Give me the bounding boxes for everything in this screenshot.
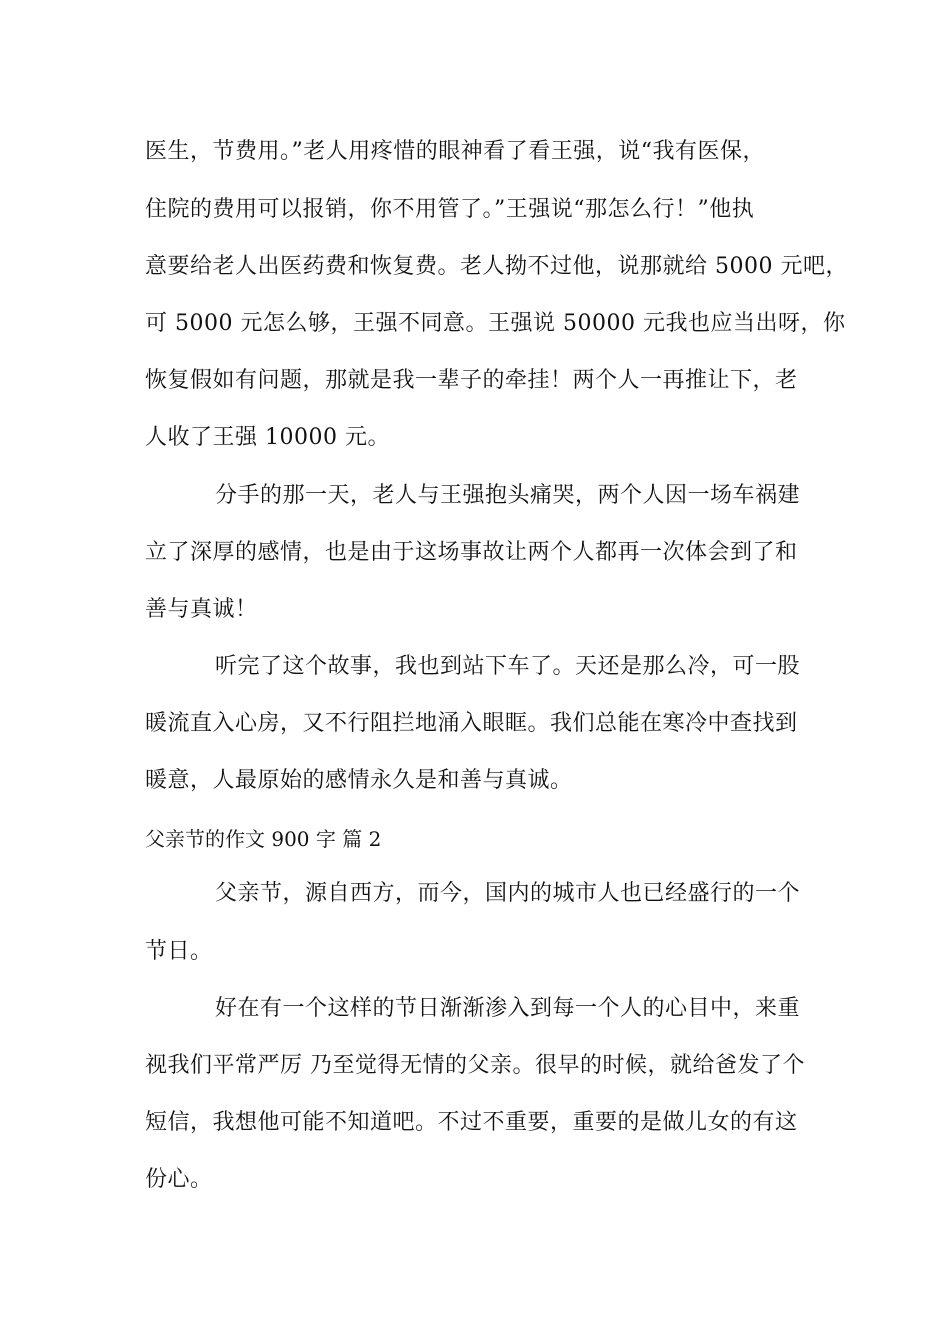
- paragraph-line: 视我们平常严厉 乃至觉得无情的父亲。很早的时候，就给爸发了个: [145, 1053, 805, 1078]
- paragraph-line: 住院的费用可以报销，你不用管了。”王强说“那怎么行！”他执: [145, 197, 755, 222]
- paragraph-line: 可 5000 元怎么够，王强不同意。王强说 50000 元我也应当出呀，你: [145, 311, 846, 336]
- paragraph-line: 善与真诚！: [145, 597, 258, 622]
- paragraph-line: 立了深厚的感情，也是由于这场事故让两个人都再一次体会到了和: [145, 540, 798, 565]
- paragraph-line: 意要给老人出医药费和恢复费。老人拗不过他，说那就给 5000 元吧，: [145, 254, 848, 279]
- paragraph-line: 短信，我想他可能不知道吧。不过不重要，重要的是做儿女的有这: [145, 1110, 798, 1135]
- paragraph-line: 听完了这个故事，我也到站下车了。天还是那么冷，可一股: [215, 654, 801, 679]
- paragraph-line: 暖意，人最原始的感情永久是和善与真诚。: [145, 768, 573, 793]
- paragraph-line: 父亲节，源自西方，而今，国内的城市人也已经盛行的一个: [215, 881, 801, 906]
- paragraph-line: 恢复假如有问题，那就是我一辈子的牵挂！两个人一再推让下，老: [145, 368, 798, 393]
- paragraph-line: 份心。: [145, 1167, 213, 1192]
- paragraph-line: 节日。: [145, 939, 213, 964]
- paragraph-line: 人收了王强 10000 元。: [145, 425, 390, 450]
- paragraph-line: 分手的那一天，老人与王强抱头痛哭，两个人因一场车祸建: [215, 483, 801, 508]
- paragraph-line: 好在有一个这样的节日渐渐渗入到每一个人的心目中，来重: [215, 996, 801, 1021]
- section-heading: 父亲节的作文 900 字 篇 2: [145, 827, 382, 851]
- paragraph-line: 暖流直入心房，又不行阻拦地涌入眼眶。我们总能在寒冷中查找到: [145, 711, 798, 736]
- paragraph-line: 医生，节费用。”老人用疼惜的眼神看了看王强，说“我有医保，: [145, 139, 765, 164]
